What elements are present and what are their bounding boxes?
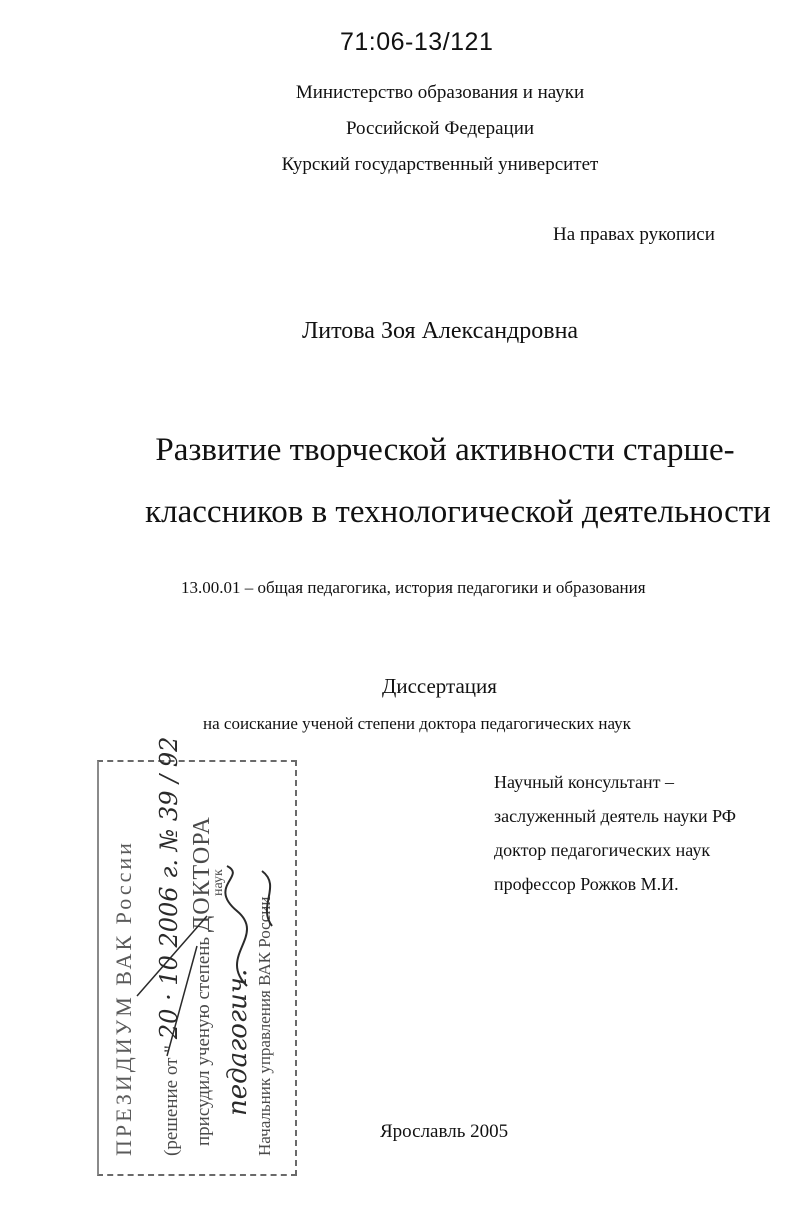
dissertation-title-line-1: Развитие творческой активности старше- [155, 432, 735, 468]
degree-description: на соискание ученой степени доктора педагогических наук [203, 714, 631, 733]
specialty-code: 13.00.01 – общая педагогика, история педагогики и образования [181, 578, 646, 597]
stamp-degree-value: ДОКТОРА [189, 816, 215, 933]
ministry-line-1: Министерство образования и науки [295, 82, 585, 103]
stamp-content [97, 736, 297, 1176]
city-year: Ярославль 2005 [380, 1121, 509, 1142]
consultant-line-2: заслуженный деятель науки РФ [494, 806, 736, 826]
dissertation-title-line-2: классников в технологической деятельности [145, 494, 771, 530]
manuscript-rights-note: На правах рукописи [553, 224, 715, 245]
signature-scribble [97, 756, 297, 1176]
consultant-line-3: доктор педагогических наук [494, 840, 711, 860]
vak-stamp [97, 736, 297, 1180]
stamp-degree-label: присудил ученую степень [193, 936, 214, 1146]
consultant-line-1: Научный консультант – [494, 772, 674, 792]
stamp-decision-label: (решение от " [161, 1045, 182, 1156]
consultant-line-4: профессор Рожков М.И. [494, 874, 679, 894]
stamp-science-field: педагогич. [223, 968, 253, 1116]
archive-code: 71:06-13/121 [340, 28, 494, 56]
ministry-line-2: Российской Федерации [345, 118, 535, 139]
author-name: Литова Зоя Александровна [302, 318, 579, 344]
stamp-head-label: Начальник управления ВАК России [255, 896, 274, 1156]
stamp-header: ПРЕЗИДИУМ ВАК России [111, 840, 136, 1156]
document-type: Диссертация [382, 674, 497, 698]
university-name: Курский государственный университет [281, 154, 599, 175]
stamp-science-suffix: наук [211, 869, 226, 896]
stamp-decision-date: 20 · 10 2006 г. № 39 / 92 [155, 736, 183, 1040]
